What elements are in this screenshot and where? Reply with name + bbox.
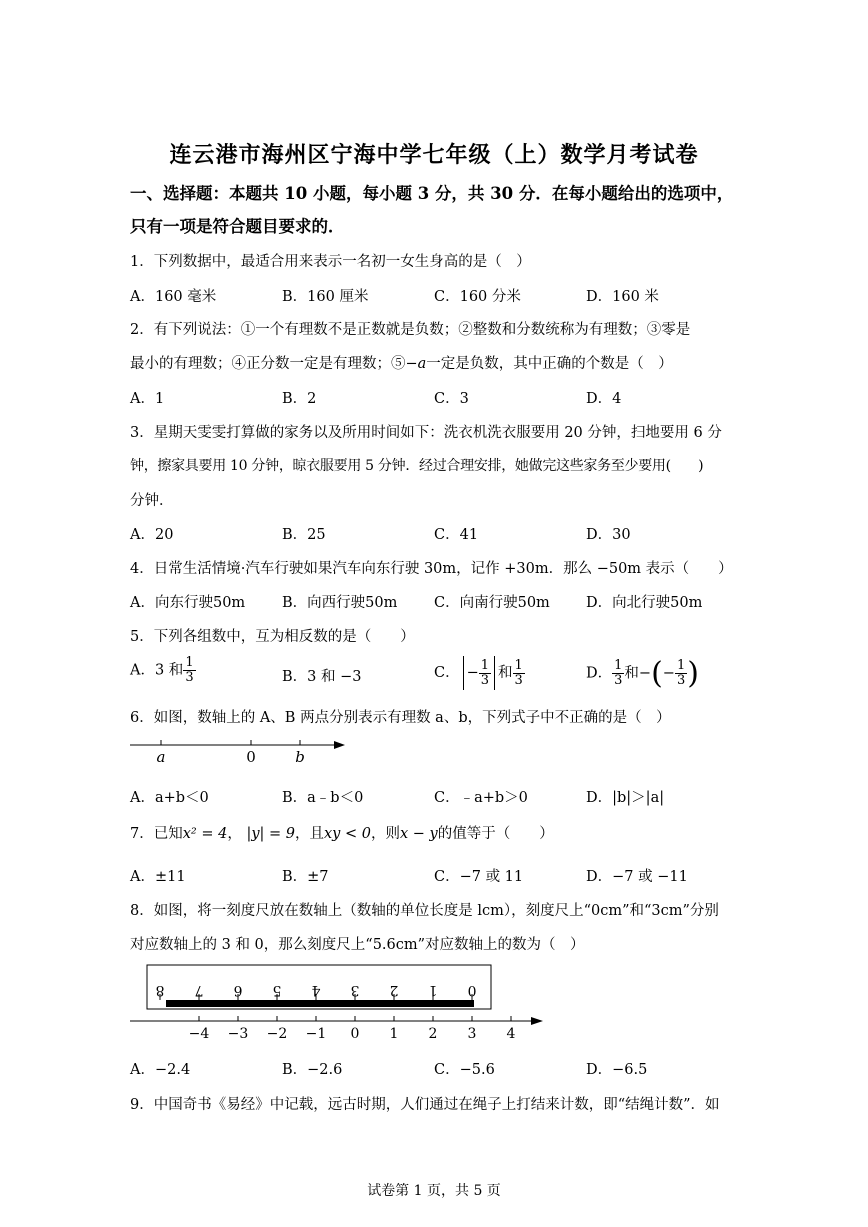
q8-option-a: A．−2.4: [130, 1062, 191, 1078]
q5-d-fraction2: [675, 659, 687, 688]
q7-pre: 7．已知: [130, 826, 183, 842]
section-heading-line1: 一、选择题：本题共 10 小题，每小题 3 分，共 30 分．在每小题给出的选项中，: [130, 184, 734, 203]
q4-option-d: D．向北行驶50m: [586, 595, 703, 611]
q6-label-a: a: [156, 748, 166, 766]
paren-close: ): [687, 656, 699, 691]
q8-ruler-bar: [166, 1000, 474, 1007]
q5-c-fraction2: [513, 659, 525, 688]
q2-line1: 2．有下列说法：①一个有理数不是正数就是负数；②整数和分数统称为有理数；③零是: [130, 322, 691, 338]
q7-expr-xminusy: x − y: [399, 826, 438, 842]
abs-bar-left: [463, 656, 464, 690]
q6-option-d: D．|b|＞|a|: [586, 790, 665, 806]
q7-mid: ，且: [295, 826, 324, 842]
q8-ruler-label: 5: [272, 982, 282, 998]
q8-ruler-label: 8: [155, 982, 165, 998]
q7-option-c: C．−7 或 11: [434, 869, 524, 885]
q8-axis-arrow: [531, 1017, 543, 1025]
q7-expr-xy: xy < 0: [324, 826, 371, 842]
frac-num: 1: [480, 657, 490, 673]
q8-option-b: B．−2.6: [282, 1062, 343, 1078]
q8-ruler-label: 7: [194, 982, 204, 998]
q5-option-a: [130, 656, 196, 685]
q7-option-a: A．±11: [130, 869, 186, 885]
q8-axis-label: −2: [266, 1026, 288, 1042]
q2-option-d: D．4: [586, 391, 622, 407]
q4-option-b: B．向西行驶50m: [282, 595, 398, 611]
q8-ruler-label: 4: [311, 982, 321, 998]
q7-stem: [130, 822, 554, 843]
q8-ruler-label: 3: [350, 982, 360, 998]
q5-c-label: C．: [434, 665, 460, 681]
q4-option-a: A．向东行驶50m: [130, 595, 246, 611]
q4-stem: 4．日常生活情境·汽车行驶如果汽车向东行驶 30m，记作 +30m．那么 −50m 表示（ ）: [130, 561, 733, 577]
q6-stem: 6．如图，数轴上的 A、B 两点分别表示有理数 a、b，下列式子中不正确的是（ ）: [130, 710, 671, 726]
q8-axis-label: 1: [389, 1026, 399, 1042]
q2-line2-text-a: 最小的有理数；④正分数一定是有理数；⑤: [130, 356, 406, 372]
q6-number-line: [125, 734, 355, 768]
frac-num: 1: [514, 657, 523, 673]
q8-axis-label: −1: [305, 1026, 327, 1042]
q2-line2-text-b: 一定是负数，其中正确的个数是（ ）: [426, 356, 673, 372]
frac-num: 1: [614, 658, 623, 673]
q1-option-c: C．160 分米: [434, 289, 521, 305]
q5-c-fraction: [479, 659, 491, 688]
q6-axis-arrow: [334, 741, 345, 749]
q3-option-b: B．25: [282, 527, 326, 543]
q7-post: 的值等于（ ）: [437, 826, 554, 842]
q5-a-fraction: [183, 656, 195, 685]
q7-option-b: B．±7: [282, 869, 329, 885]
q5-a-label: A．3 和: [130, 662, 184, 679]
q7-option-d: D．−7 或 −11: [586, 869, 688, 885]
q8-axis-label: −4: [188, 1026, 210, 1042]
q5-d-and: 和−: [624, 665, 652, 682]
q5-c-and: 和: [498, 665, 513, 681]
q5-option-d: [586, 656, 699, 691]
q6-option-c: C．﹣a+b＞0: [434, 790, 528, 806]
q5-d-fraction: [612, 659, 624, 688]
frac-den: 3: [185, 670, 194, 685]
q8-ruler-label: 0: [467, 982, 477, 998]
frac-num: 1: [676, 658, 686, 673]
section-heading-line2: 只有一项是符合题目要求的．: [130, 217, 345, 236]
q2-option-c: C．3: [434, 391, 469, 407]
q8-axis-label: 4: [506, 1026, 516, 1042]
q8-axis-ticks: [189, 1016, 516, 1042]
q5-stem: 5．下列各组数中，互为相反数的是（ ）: [130, 629, 415, 645]
q8-ruler-label: 1: [428, 982, 438, 998]
q7-sep: ，: [227, 826, 242, 842]
q8-axis-label: −3: [227, 1026, 249, 1042]
q8-ruler-label: 6: [233, 982, 243, 998]
q8-ruler-label: 2: [389, 982, 399, 998]
q3-option-a: A．20: [130, 527, 174, 543]
frac-den: 3: [514, 672, 523, 688]
q8-axis-label: 3: [467, 1026, 477, 1042]
q1-option-b: B．160 厘米: [282, 289, 369, 305]
q3-line1: 3．星期天雯雯打算做的家务以及所用时间如下：洗衣机洗衣服要用 20 分钟，扫地要用 6 分: [130, 425, 722, 441]
q6-option-a: A．a+b＜0: [130, 790, 209, 806]
page-title: 连云港市海州区宁海中学七年级（上）数学月考试卷: [169, 142, 699, 168]
q6-label-0: 0: [246, 748, 256, 766]
frac-den: 3: [676, 673, 686, 688]
frac-den: 3: [614, 673, 623, 688]
q3-option-d: D．30: [586, 527, 631, 543]
abs-bar-right: [494, 656, 495, 690]
q2-option-b: B．2: [282, 391, 317, 407]
q2-option-a: A．1: [130, 391, 165, 407]
q5-option-b: B．3 和 −3: [282, 669, 362, 685]
q8-ruler-figure: [125, 962, 550, 1042]
q9-line1: 9．中国奇书《易经》中记载，远古时期，人们通过在绳子上打结来计数，即“结绳计数”．如: [130, 1097, 720, 1113]
q5-c-neg: −: [466, 665, 479, 681]
q5-d-label: D．: [586, 665, 613, 682]
q5-option-c: [434, 656, 525, 690]
q7-expr-x2: x² = 4: [182, 826, 228, 842]
q1-option-a: A．160 毫米: [130, 289, 217, 305]
q3-line3: 分钟．: [130, 493, 174, 509]
q4-option-c: C．向南行驶50m: [434, 595, 550, 611]
q8-line2: 对应数轴上的 3 和 0，那么刻度尺上“5.6cm”对应数轴上的数为（ ）: [130, 937, 585, 953]
q6-label-b: b: [295, 748, 305, 766]
page-footer: 试卷第 1 页，共 5 页: [367, 1183, 501, 1199]
q8-option-c: C．−5.6: [434, 1062, 495, 1078]
q8-axis-label: 2: [428, 1026, 438, 1042]
q1-stem: 1．下列数据中，最适合用来表示一名初一女生身高的是（ ）: [130, 254, 531, 270]
q8-axis-label: 0: [350, 1026, 360, 1042]
q8-line1: 8．如图，将一刻度尺放在数轴上（数轴的单位长度是 lcm），刻度尺上“0cm”和“3cm”分别: [130, 903, 719, 919]
q2-var-neg-a: −a: [405, 356, 427, 372]
q3-option-c: C．41: [434, 527, 479, 543]
q7-mid2: ，则: [370, 826, 400, 842]
q3-line2: 钟，擦家具要用 10 分钟，晾衣服要用 5 分钟．经过合理安排，她做完这些家务至少要用( ): [130, 458, 704, 474]
q2-line2: [130, 352, 673, 373]
paren-open: (: [651, 656, 663, 691]
frac-num: 1: [185, 655, 194, 670]
q5-d-neg: −: [662, 665, 675, 682]
q7-expr-absy: |y| = 9: [246, 826, 295, 842]
frac-den: 3: [480, 672, 490, 688]
q8-option-d: D．−6.5: [586, 1062, 648, 1078]
q1-option-d: D．160 米: [586, 289, 659, 305]
q6-option-b: B．a﹣b＜0: [282, 790, 364, 806]
